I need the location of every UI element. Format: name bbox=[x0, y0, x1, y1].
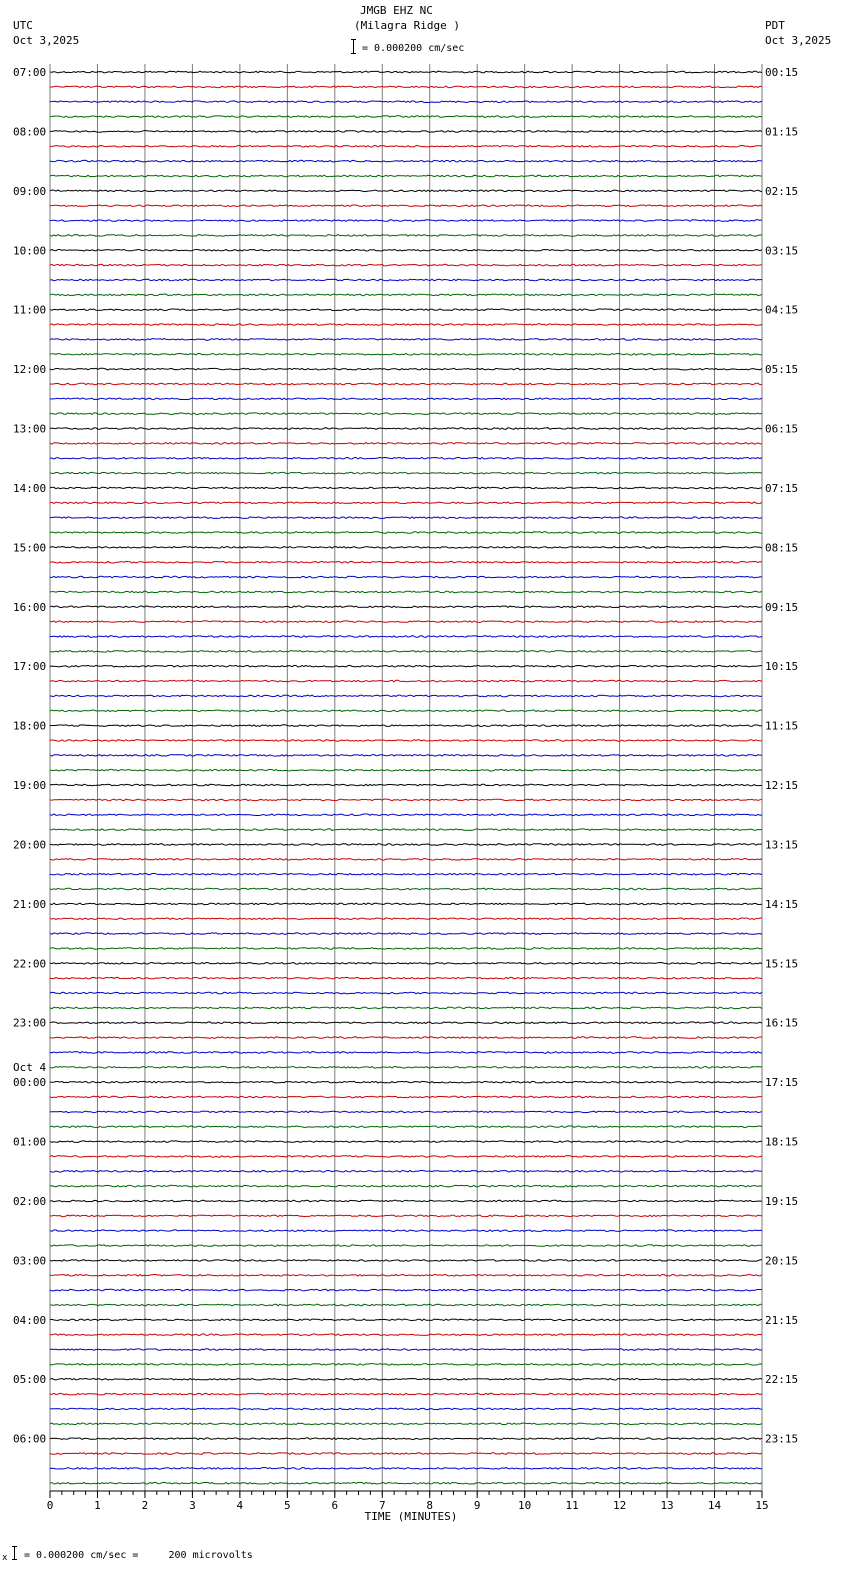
trace-line bbox=[50, 71, 762, 73]
trace-line bbox=[50, 977, 762, 979]
utc-hour-label: 23:00 bbox=[13, 1016, 47, 1030]
trace-line bbox=[50, 1141, 762, 1143]
utc-hour-label: 06:00 bbox=[13, 1432, 47, 1446]
trace-line bbox=[50, 190, 762, 192]
trace-line bbox=[50, 1468, 762, 1470]
trace-line bbox=[50, 784, 762, 786]
x-tick-label: 12 bbox=[612, 1499, 627, 1512]
trace-line bbox=[50, 1126, 762, 1128]
pdt-hour-label: 01:15 bbox=[765, 125, 799, 139]
trace-line bbox=[50, 948, 762, 950]
trace-line bbox=[50, 1378, 762, 1380]
pdt-hour-label: 14:15 bbox=[765, 897, 799, 911]
utc-hour-label: 22:00 bbox=[13, 957, 47, 971]
trace-line bbox=[50, 146, 762, 148]
trace-line bbox=[50, 1156, 762, 1158]
pdt-hour-label: 15:15 bbox=[765, 957, 799, 971]
pdt-hour-label: 20:15 bbox=[765, 1254, 799, 1268]
x-tick-label: 15 bbox=[755, 1499, 769, 1512]
trace-line bbox=[50, 413, 762, 415]
utc-hour-label: 00:00 bbox=[13, 1076, 47, 1090]
trace-line bbox=[50, 1349, 762, 1351]
trace-line bbox=[50, 279, 762, 281]
station-title: JMGB EHZ NC bbox=[360, 4, 433, 17]
utc-hour-label: 20:00 bbox=[13, 838, 47, 852]
trace-line bbox=[50, 1364, 762, 1366]
trace-line bbox=[50, 250, 762, 252]
trace-line bbox=[50, 695, 762, 697]
utc-hour-label: 17:00 bbox=[13, 660, 47, 674]
trace-line bbox=[50, 725, 762, 727]
left-date: Oct 3,2025 bbox=[13, 34, 80, 47]
pdt-hour-label: 03:15 bbox=[765, 244, 799, 258]
trace-line bbox=[50, 457, 762, 459]
x-tick-label: 3 bbox=[189, 1499, 196, 1512]
x-tick-label: 0 bbox=[46, 1499, 54, 1512]
pdt-hour-label: 22:15 bbox=[765, 1373, 799, 1387]
trace-line bbox=[50, 1200, 762, 1202]
x-tick-label: 10 bbox=[518, 1499, 532, 1512]
x-tick-label: 8 bbox=[426, 1499, 434, 1512]
pdt-hour-label: 02:15 bbox=[765, 184, 799, 198]
trace-line bbox=[50, 888, 762, 890]
trace-line bbox=[50, 339, 762, 341]
trace-line bbox=[50, 844, 762, 846]
x-tick-label: 1 bbox=[94, 1499, 101, 1512]
trace-line bbox=[50, 294, 762, 296]
trace-line bbox=[50, 799, 762, 801]
footer-scale-marker: x bbox=[2, 1553, 8, 1563]
trace-line bbox=[50, 814, 762, 816]
x-tick-label: 13 bbox=[660, 1499, 674, 1512]
date-change-label: Oct 4 bbox=[13, 1061, 47, 1075]
x-axis-label: TIME (MINUTES) bbox=[364, 1510, 458, 1523]
pdt-hour-label: 17:15 bbox=[765, 1076, 799, 1090]
trace-line bbox=[50, 933, 762, 935]
left-timezone: UTC bbox=[13, 19, 33, 32]
trace-line bbox=[50, 160, 762, 162]
trace-line bbox=[50, 1171, 762, 1173]
x-tick-label: 7 bbox=[378, 1499, 386, 1512]
x-tick-label: 5 bbox=[284, 1499, 291, 1512]
trace-line bbox=[50, 591, 762, 593]
trace-line bbox=[50, 1319, 762, 1321]
trace-line bbox=[50, 740, 762, 742]
utc-hour-label: 08:00 bbox=[13, 125, 47, 139]
trace-line bbox=[50, 220, 762, 222]
trace-line bbox=[50, 1453, 762, 1455]
trace-line bbox=[50, 1408, 762, 1410]
trace-line bbox=[50, 561, 762, 563]
trace-line bbox=[50, 829, 762, 831]
x-tick-label: 11 bbox=[565, 1499, 579, 1512]
trace-line bbox=[50, 1260, 762, 1262]
trace-line bbox=[50, 383, 762, 385]
trace-line bbox=[50, 1052, 762, 1054]
x-tick-label: 9 bbox=[473, 1499, 481, 1512]
pdt-hour-label: 11:15 bbox=[765, 719, 799, 733]
trace-line bbox=[50, 472, 762, 474]
utc-hour-label: 21:00 bbox=[13, 897, 47, 911]
pdt-hour-label: 13:15 bbox=[765, 838, 799, 852]
trace-line bbox=[50, 903, 762, 905]
trace-line bbox=[50, 1275, 762, 1277]
trace-line bbox=[50, 309, 762, 311]
trace-line bbox=[50, 547, 762, 549]
trace-line bbox=[50, 517, 762, 519]
trace-line bbox=[50, 354, 762, 356]
utc-hour-label: 13:00 bbox=[13, 422, 47, 436]
trace-line bbox=[50, 1007, 762, 1009]
trace-line bbox=[50, 1393, 762, 1395]
trace-line bbox=[50, 1482, 762, 1484]
trace-line bbox=[50, 502, 762, 504]
trace-line bbox=[50, 235, 762, 237]
pdt-hour-label: 00:15 bbox=[765, 66, 799, 79]
trace-line bbox=[50, 1081, 762, 1083]
pdt-hour-label: 12:15 bbox=[765, 779, 799, 793]
trace-line bbox=[50, 86, 762, 88]
footer-scale-text: = 0.000200 cm/sec = 200 microvolts bbox=[24, 1550, 253, 1561]
pdt-hour-label: 19:15 bbox=[765, 1194, 799, 1208]
trace-line bbox=[50, 1230, 762, 1232]
trace-line bbox=[50, 859, 762, 861]
utc-hour-label: 04:00 bbox=[13, 1313, 47, 1327]
trace-line bbox=[50, 175, 762, 177]
trace-line bbox=[50, 264, 762, 266]
pdt-hour-label: 21:15 bbox=[765, 1313, 799, 1327]
trace-line bbox=[50, 665, 762, 667]
trace-line bbox=[50, 532, 762, 534]
pdt-hour-label: 09:15 bbox=[765, 600, 799, 614]
right-timezone: PDT bbox=[765, 19, 785, 32]
x-tick-label: 2 bbox=[141, 1499, 149, 1512]
trace-line bbox=[50, 368, 762, 370]
pdt-hour-label: 18:15 bbox=[765, 1135, 799, 1149]
utc-hour-label: 15:00 bbox=[13, 541, 47, 555]
footer-scale-icon bbox=[12, 1546, 17, 1560]
x-tick-label: 14 bbox=[707, 1499, 722, 1512]
right-date: Oct 3,2025 bbox=[765, 34, 832, 47]
utc-hour-label: 19:00 bbox=[13, 779, 47, 793]
utc-hour-label: 03:00 bbox=[13, 1254, 47, 1268]
pdt-hour-label: 07:15 bbox=[765, 481, 799, 495]
trace-line bbox=[50, 680, 762, 682]
trace-line bbox=[50, 1334, 762, 1336]
trace-line bbox=[50, 1438, 762, 1440]
trace-line bbox=[50, 710, 762, 712]
trace-line bbox=[50, 205, 762, 207]
utc-hour-label: 12:00 bbox=[13, 363, 47, 377]
trace-line bbox=[50, 398, 762, 400]
trace-line bbox=[50, 576, 762, 578]
trace-line bbox=[50, 769, 762, 771]
utc-hour-label: 14:00 bbox=[13, 481, 47, 495]
trace-line bbox=[50, 487, 762, 489]
trace-line bbox=[50, 1215, 762, 1217]
pdt-hour-label: 23:15 bbox=[765, 1432, 799, 1446]
utc-hour-label: 16:00 bbox=[13, 600, 47, 614]
trace-line bbox=[50, 1245, 762, 1247]
trace-line bbox=[50, 1289, 762, 1291]
trace-line bbox=[50, 1022, 762, 1024]
trace-line bbox=[50, 1067, 762, 1069]
pdt-hour-label: 05:15 bbox=[765, 363, 799, 377]
trace-line bbox=[50, 651, 762, 653]
trace-line bbox=[50, 1037, 762, 1039]
utc-hour-label: 11:00 bbox=[13, 303, 47, 317]
trace-line bbox=[50, 992, 762, 994]
trace-line bbox=[50, 606, 762, 608]
trace-line bbox=[50, 1304, 762, 1306]
station-location: (Milagra Ridge ) bbox=[354, 19, 460, 32]
trace-line bbox=[50, 755, 762, 757]
x-tick-label: 6 bbox=[331, 1499, 339, 1512]
utc-hour-label: 07:00 bbox=[13, 66, 47, 79]
x-tick-label: 4 bbox=[236, 1499, 244, 1512]
trace-line bbox=[50, 1423, 762, 1425]
trace-line bbox=[50, 1185, 762, 1187]
trace-line bbox=[50, 918, 762, 920]
trace-line bbox=[50, 1096, 762, 1098]
trace-line bbox=[50, 1111, 762, 1113]
trace-line bbox=[50, 621, 762, 623]
pdt-hour-label: 10:15 bbox=[765, 660, 799, 674]
trace-line bbox=[50, 101, 762, 103]
utc-hour-label: 18:00 bbox=[13, 719, 47, 733]
trace-line bbox=[50, 963, 762, 965]
utc-hour-label: 09:00 bbox=[13, 184, 47, 198]
trace-line bbox=[50, 873, 762, 875]
utc-hour-label: 05:00 bbox=[13, 1373, 47, 1387]
pdt-hour-label: 06:15 bbox=[765, 422, 799, 436]
pdt-hour-label: 08:15 bbox=[765, 541, 799, 555]
trace-line bbox=[50, 116, 762, 118]
trace-line bbox=[50, 428, 762, 430]
utc-hour-label: 02:00 bbox=[13, 1194, 47, 1208]
pdt-hour-label: 04:15 bbox=[765, 303, 799, 317]
pdt-hour-label: 16:15 bbox=[765, 1016, 799, 1030]
scale-text: = 0.000200 cm/sec bbox=[362, 43, 465, 54]
trace-line bbox=[50, 324, 762, 326]
utc-hour-label: 01:00 bbox=[13, 1135, 47, 1149]
utc-hour-label: 10:00 bbox=[13, 244, 47, 258]
trace-line bbox=[50, 443, 762, 445]
trace-line bbox=[50, 636, 762, 638]
trace-line bbox=[50, 131, 762, 133]
